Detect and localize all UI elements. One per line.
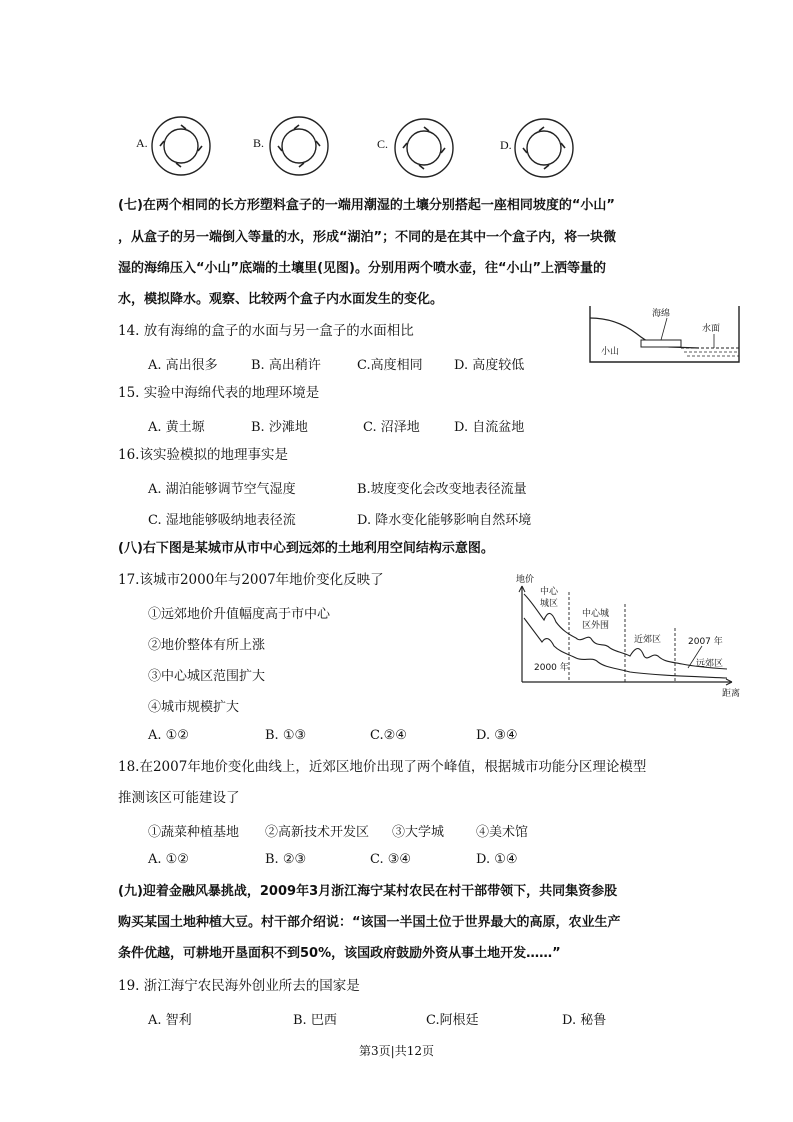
q16-stem: 16.该实验模拟的地理事实是 [118,447,288,463]
q14-option-a: A. 高出很多 [148,358,218,373]
q19-option-c: C.阿根廷 [426,1013,479,1028]
circle-diagram-b [268,115,330,177]
q14-stem: 14. 放有海绵的盒子的水面与另一盒子的水面相比 [118,323,414,339]
q15-stem: 15. 实验中海绵代表的地理环境是 [118,385,320,401]
q17-option-b: B. ①③ [265,728,307,743]
circle-label-a: A. [136,136,148,150]
figure-sponge-label: 海绵 [652,309,671,319]
figure-xlabel: 距离 [722,689,741,699]
section7-line4: 水，模拟降水。观察、比较两个盒子内水面发生的变化。 [118,292,444,307]
zone-outer-label-1: 中心城 [582,609,610,619]
sponge-experiment-figure [589,304,741,364]
q18-item-3: ③大学城 [392,825,445,840]
q19-option-d: D. 秘鲁 [562,1013,607,1028]
q14-option-b: B. 高出稍许 [251,358,321,373]
q19-option-b: B. 巴西 [293,1013,337,1028]
q17-item-1: ①远郊地价升值幅度高于市中心 [148,607,331,622]
q18-option-c: C. ③④ [370,852,412,867]
q15-option-b: B. 沙滩地 [251,420,308,435]
zone-center-label-2: 城区 [540,599,559,609]
q17-stem: 17.该城市2000年与2007年地价变化反映了 [118,572,384,588]
q17-item-2: ②地价整体有所上涨 [148,638,266,653]
q17-option-d: D. ③④ [476,728,518,743]
q15-option-d: D. 自流盆地 [454,420,525,435]
year-2007-label: 2007 年 [688,637,723,647]
q16-option-c: C. 湿地能够吸纳地表径流 [148,513,296,528]
q18-option-d: D. ①④ [476,852,518,867]
section7-line3: 湿的海绵压入“小山”底端的土壤里(见图)。分别用两个喷水壶，往“小山”上洒等量的 [118,261,607,276]
q15-option-a: A. 黄土塬 [148,420,205,435]
page-footer: 第3页|共12页 [359,1044,434,1058]
zone-center-label-1: 中心 [540,587,559,597]
zone-far-suburb-label: 远郊区 [696,659,724,669]
q18-option-b: B. ②③ [265,852,307,867]
q16-option-a: A. 湖泊能够调节空气湿度 [148,482,296,497]
zone-outer-label-2: 区外围 [582,621,610,631]
year-2000-label: 2000 年 [534,663,569,673]
q18-option-a: A. ①② [148,852,189,867]
q15-option-c: C. 沼泽地 [363,420,420,435]
q16-option-b: B.坡度变化会改变地表径流量 [357,482,527,497]
q19-option-a: A. 智利 [148,1013,192,1028]
land-price-figure [512,572,747,700]
q17-item-4: ④城市规模扩大 [148,700,240,715]
circle-label-d: D. [500,138,512,152]
q18-item-2: ②高新技术开发区 [265,825,370,840]
section8-line: (八)右下图是某城市从市中心到远郊的土地利用空间结构示意图。 [118,541,494,556]
q17-option-a: A. ①② [148,728,189,743]
circle-diagram-a [150,115,212,177]
circle-diagram-d [513,117,575,179]
section9-line2: 购买某国土地种植大豆。村干部介绍说：“该国一半国土位于世界最大的高原，农业生产 [118,915,621,930]
q18-stem-line1: 18.在2007年地价变化曲线上，近郊区地价出现了两个峰值，根据城市功能分区理论模型 [118,759,647,775]
section9-line1: (九)迎着金融风暴挑战，2009年3月浙江海宁某村农民在村干部带领下，共同集资参股 [118,884,618,899]
figure-ylabel: 地价 [516,575,535,585]
section7-line1: (七)在两个相同的长方形塑料盒子的一端用潮湿的土壤分别搭起一座相同坡度的“小山” [118,198,615,213]
zone-near-suburb-label: 近郊区 [634,635,662,645]
q18-item-4: ④美术馆 [476,825,529,840]
q19-stem: 19. 浙江海宁农民海外创业所去的国家是 [118,978,360,994]
q17-option-c: C.②④ [370,728,407,743]
circle-label-b: B. [253,136,265,150]
q18-item-1: ①蔬菜种植基地 [148,825,240,840]
section7-line2: ，从盒子的另一端倒入等量的水，形成“湖泊”；不同的是在其中一个盒子内，将一块微 [118,230,617,245]
q14-option-d: D. 高度较低 [454,358,525,373]
q18-stem-line2: 推测该区可能建设了 [118,790,240,806]
circle-label-c: C. [377,137,389,151]
q14-option-c: C.高度相同 [357,358,423,373]
circle-diagram-c [393,117,455,179]
section9-line3: 条件优越，可耕地开垦面积不到50%，该国政府鼓励外资从事土地开发……” [118,946,561,961]
q16-option-d: D. 降水变化能够影响自然环境 [357,513,532,528]
figure-water-label: 水面 [702,324,721,334]
figure-hill-label: 小山 [601,347,620,357]
q17-item-3: ③中心城区范围扩大 [148,669,266,684]
